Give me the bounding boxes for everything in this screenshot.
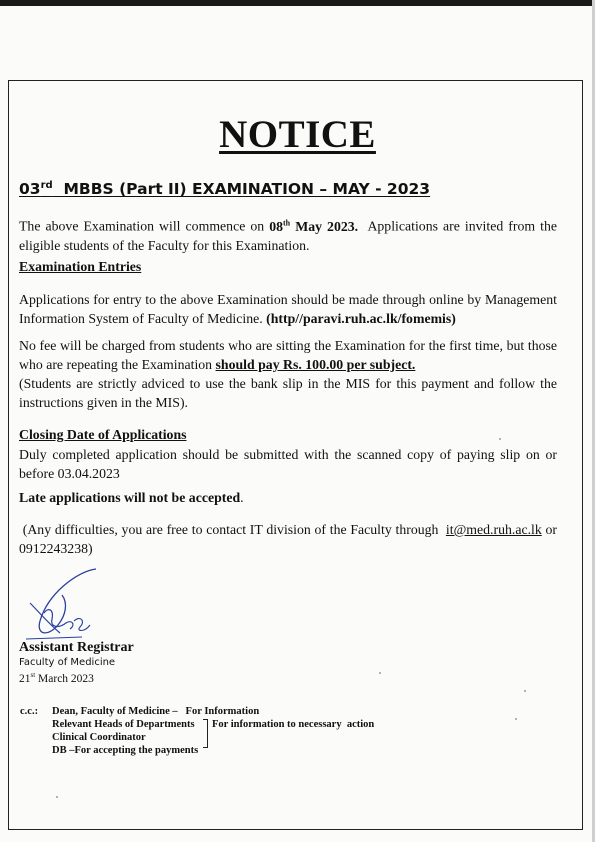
exam-ordinal-suffix: rd [40, 180, 53, 191]
entries-heading: Examination Entries [19, 259, 142, 274]
advice-paragraph: (Students are strictly adviced to use the bank slip in the MIS for this payment and follow the instructions given in the MIS). [19, 376, 557, 410]
signature-day-suffix: st [30, 671, 36, 679]
commence-month-year: May 2023. [290, 218, 359, 234]
cc-db: DB –For accepting the payments [52, 745, 199, 756]
scan-edge-top [0, 0, 595, 6]
late-notice [19, 490, 244, 506]
entries-text: Applications for entry to the above Examination should be made through online by Management Information System of Faculty of Medicine. [19, 292, 557, 326]
contact-paragraph [19, 520, 557, 558]
signature-drawing [18, 563, 110, 645]
closing-heading: Closing Date of Applications [19, 427, 187, 442]
cc-heads: Relevant Heads of Departments [52, 719, 195, 730]
late-notice-text: Late applications will not be accepted [19, 490, 241, 505]
scan-speck [379, 672, 381, 674]
exam-ordinal: 03 [19, 180, 41, 199]
contact-text: (Any difficulties, you are free to contact IT division of the Faculty through [19, 522, 446, 537]
contact-phone: or 0912243238) [19, 522, 558, 556]
cc-dean: Dean, Faculty of Medicine – For Information [52, 706, 260, 717]
commence-day-suffix: th [283, 218, 291, 227]
commence-date [269, 219, 358, 234]
scan-speck [524, 690, 526, 692]
intro-text: The above Examination will commence on [19, 218, 270, 234]
commence-day: 08 [269, 218, 284, 234]
signer-faculty: Faculty of Medicine [19, 657, 116, 668]
intro-invitation: Applications are invited from the eligible students of the Faculty for this Examination. [19, 218, 561, 253]
entries-paragraph [19, 290, 557, 328]
fee-paragraph [19, 336, 557, 374]
scan-speck [499, 438, 501, 440]
exam-heading [19, 180, 430, 198]
intro-paragraph [19, 213, 561, 255]
contact-email-link[interactable]: it@med.ruh.ac.lk [445, 522, 542, 537]
late-notice-end: . [240, 490, 244, 505]
cc-bracket [203, 719, 208, 748]
cc-label: c.c.: [20, 706, 39, 717]
signature-date [19, 671, 94, 685]
notice-title: NOTICE [219, 113, 376, 156]
cc-action: For information to necessary action [212, 719, 375, 730]
fee-text: No fee will be charged from students who are sitting the Examination for the first time, but those who are repeating the Examination [19, 338, 557, 372]
signature-day: 21 [19, 672, 31, 685]
cc-clinical-coordinator: Clinical Coordinator [52, 732, 146, 743]
scan-speck [515, 718, 517, 720]
closing-paragraph: Duly completed application should be submitted with the scanned copy of paying slip on or before 03.04.2023 [19, 447, 557, 481]
signature-month-year: March 2023 [35, 672, 94, 685]
fee-amount: should pay Rs. 100.00 per subject. [215, 357, 416, 372]
mis-url: (http//paravi.ruh.ac.lk/fomemis) [266, 311, 456, 326]
exam-title: MBBS (Part II) EXAMINATION – MAY - 2023 [52, 180, 431, 199]
scan-speck [56, 796, 58, 798]
signer-title: Assistant Registrar [19, 640, 134, 655]
